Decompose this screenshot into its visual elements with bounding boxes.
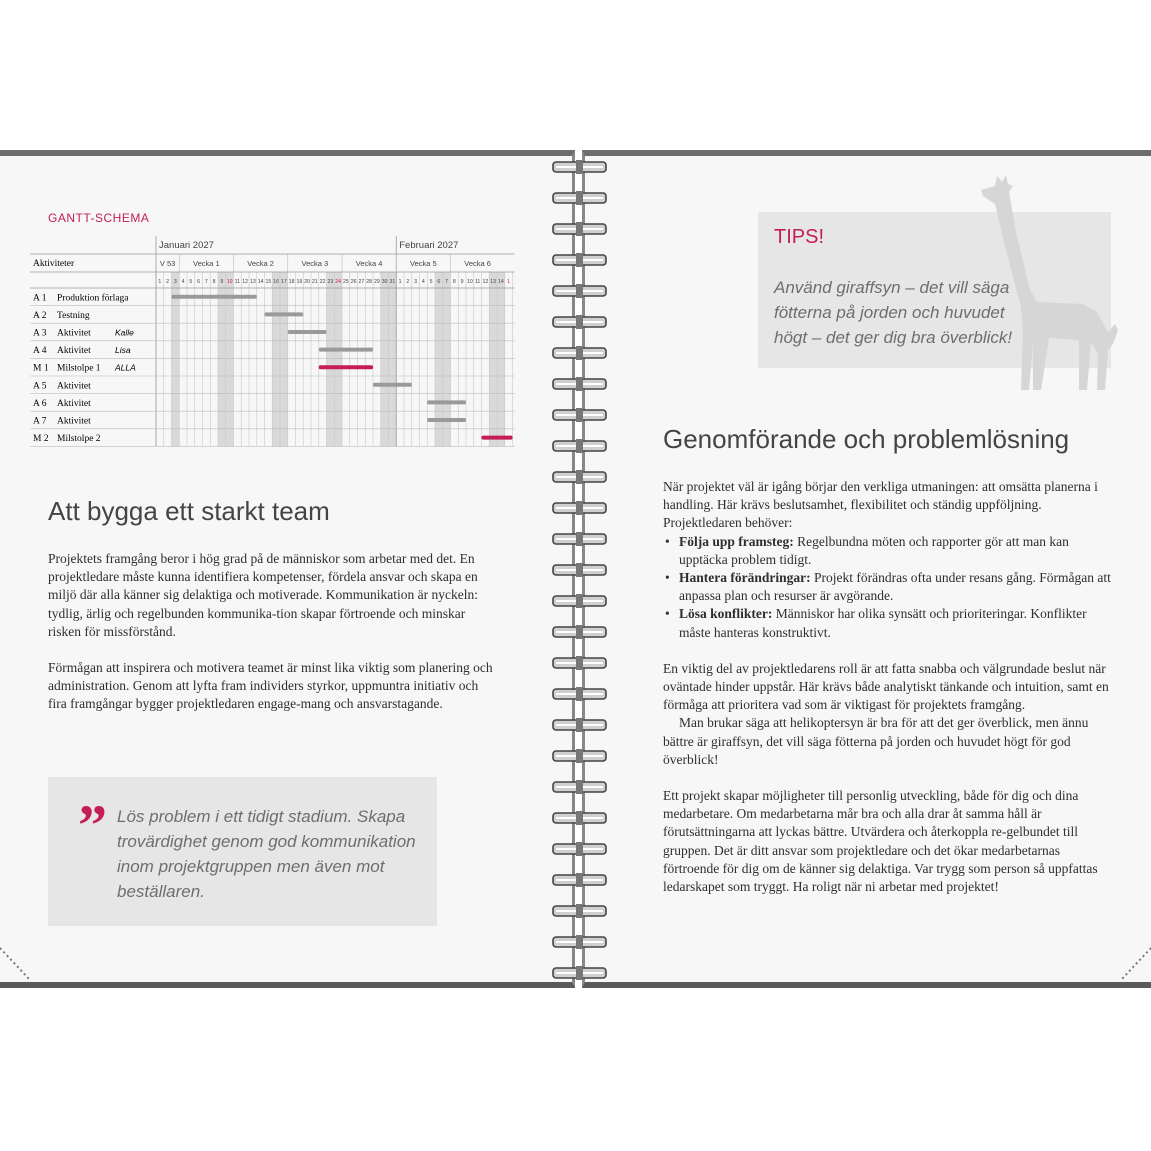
day-number: 7	[445, 279, 449, 285]
day-number: 9	[460, 279, 464, 285]
binding-ring	[552, 811, 607, 825]
binding-ring	[552, 315, 607, 329]
list-item	[663, 569, 1113, 605]
day-number: 14	[257, 279, 264, 285]
gantt-title: GANTT-SCHEMA	[48, 211, 150, 225]
activity-code: A 5	[33, 381, 47, 392]
weekend-column	[272, 272, 280, 446]
day-number: 7	[204, 279, 208, 285]
day-number: 29	[373, 279, 380, 285]
gantt-bar	[319, 365, 373, 369]
binding-ring	[552, 749, 607, 763]
team-heading: Att bygga ett starkt team	[48, 496, 330, 526]
activity-name: Milstolpe 2	[57, 434, 101, 445]
day-number: 28	[366, 279, 373, 285]
day-number: 24	[335, 279, 342, 285]
execution-paragraph-3: Man brukar säga att helikoptersyn är bra för att det ger överblick, men ännu bättre är giraffsyn, det vill säga fötterna på jorden och huvudet högt för god överblick!	[663, 715, 1089, 767]
gantt-bar	[288, 330, 327, 334]
gantt-bar	[319, 348, 373, 352]
bullet-text: Regelbundna möten och rapporter gör att man kan upptäcka problem tidigt.	[679, 533, 1069, 567]
activity-name: Aktivitet	[57, 346, 91, 357]
binding-ring	[552, 625, 607, 639]
gantt-bar	[482, 436, 513, 440]
execution-bullet-list	[663, 533, 1113, 642]
activity-name: Testning	[57, 310, 90, 321]
weekend-column	[389, 272, 397, 446]
binding-ring	[552, 687, 607, 701]
binding-ring	[552, 966, 607, 980]
day-number: 8	[212, 279, 216, 285]
day-number: 2	[406, 279, 410, 285]
week-label: V 53	[159, 259, 176, 268]
team-paragraph-2: Förmågan att inspirera och motivera teamet är minst lika viktig som planering och administration. Genom att lyfta fram individers styrkor, uppmuntra initiativ och fira framgångar bygger projektledaren engage-mang och ansvarstagande.	[48, 660, 493, 712]
bullet-term: Lösa konflikter:	[679, 606, 773, 622]
activity-code: A 2	[33, 310, 47, 321]
day-number: 13	[249, 279, 256, 285]
right-corner-mark	[1111, 940, 1151, 988]
activity-person: ALLA	[115, 362, 136, 373]
activity-name: Aktivitet	[57, 416, 91, 427]
binding-ring	[552, 439, 607, 453]
day-number: 26	[350, 279, 357, 285]
quote-text: Lös problem i ett tidigt stadium. Skapa trovärdighet genom god kommunikation inom projektgruppen men även mot beställaren.	[117, 807, 416, 901]
day-number: 3	[414, 279, 418, 285]
execution-text	[663, 478, 1113, 896]
weekend-column	[489, 272, 497, 446]
binding-ring	[552, 842, 607, 856]
activity-person: Lisa	[115, 345, 131, 356]
day-number: 5	[429, 279, 433, 285]
day-number: 8	[452, 279, 456, 285]
execution-paragraph-4: Ett projekt skapar möjligheter till personlig utveckling, både för dig och dina medarbetare. Om medarbetarna mår bra och alla drar åt samma håll är förutsättningarna att lyckas bättre. Utvärdera och återkoppla re-gelbundet till gruppen. Det är ditt ansvar som projektledare och det ökar medarbetarnas förtroende för dig om de känner sig delaktiga. Var trygg som person så uppfattas ledarskapet som tryggt. Ha roligt när ni arbetar med projektet!	[663, 788, 1098, 895]
day-number: 22	[319, 279, 326, 285]
day-number: 17	[280, 279, 287, 285]
binding-ring	[552, 594, 607, 608]
day-number: 12	[242, 279, 249, 285]
day-number: 6	[437, 279, 441, 285]
day-number: 16	[273, 279, 280, 285]
day-number: 30	[381, 279, 388, 285]
day-number: 25	[342, 279, 349, 285]
day-number: 21	[311, 279, 318, 285]
binding-ring	[552, 222, 607, 236]
weekend-column	[497, 272, 505, 446]
week-label: Vecka 3	[301, 259, 329, 268]
weekend-column	[280, 272, 288, 446]
binding-ring	[552, 377, 607, 391]
day-number: 15	[265, 279, 272, 285]
activity-name: Aktivitet	[57, 381, 91, 392]
gantt-chart	[30, 234, 520, 460]
gantt-bar	[427, 418, 466, 422]
activity-code: A 1	[33, 293, 47, 304]
execution-intro: När projektet väl är igång börjar den verkliga utmaningen: att omsätta planerna i handling. Här krävs beslutsamhet, flexibilitet och ständig uppföljning. Projektledaren behöver:	[663, 479, 1098, 531]
day-number: 14	[497, 279, 504, 285]
day-number: 5	[189, 279, 193, 285]
quote-mark-icon: ”	[78, 793, 101, 858]
week-label: Vecka 2	[247, 259, 274, 268]
day-number: 10	[226, 279, 233, 285]
day-number: 23	[327, 279, 334, 285]
day-number: 20	[304, 279, 311, 285]
activities-header: Aktiviteter	[33, 259, 75, 269]
execution-paragraph-2: En viktig del av projektledarens roll är att fatta snabba och välgrundade beslut när oväntade hinder uppstår. Här krävs både analytiskt tänkande och intuition, samt en förmåga att prioritera vad som är viktigast för projektets framgång.	[663, 660, 1109, 713]
day-number: 6	[197, 279, 201, 285]
day-number: 19	[296, 279, 303, 285]
binding-ring	[552, 873, 607, 887]
list-item	[663, 533, 1113, 569]
gantt-bar	[172, 295, 257, 299]
list-item	[663, 605, 1113, 641]
weekend-column	[334, 272, 342, 446]
day-number: 31	[389, 279, 396, 285]
day-number: 10	[466, 279, 473, 285]
tips-title: TIPS!	[774, 226, 825, 248]
day-number: 4	[421, 279, 425, 285]
day-number: 27	[358, 279, 365, 285]
activity-name: Aktivitet	[57, 328, 91, 339]
binding-ring	[552, 563, 607, 577]
day-number: 11	[474, 279, 481, 285]
week-label: Vecka 6	[464, 259, 491, 268]
binding-ring	[552, 532, 607, 546]
day-number: 3	[173, 279, 177, 285]
binding-ring	[552, 253, 607, 267]
day-number: 1	[158, 279, 162, 285]
activity-name: Aktivitet	[57, 398, 91, 409]
binding-ring	[552, 780, 607, 794]
activity-code: M 2	[33, 434, 49, 445]
binding-ring	[552, 284, 607, 298]
activity-name: Milstolpe 1	[57, 363, 101, 374]
gantt-bar	[373, 383, 412, 387]
binding-ring	[552, 718, 607, 732]
team-text	[48, 550, 493, 714]
execution-heading: Genomförande och problemlösning	[663, 424, 1070, 454]
binding-ring	[552, 346, 607, 360]
binding-ring	[552, 408, 607, 422]
binding-ring	[552, 656, 607, 670]
weekend-column	[381, 272, 389, 446]
activity-person: Kalle	[115, 327, 134, 338]
binding-ring	[552, 904, 607, 918]
day-number: 12	[482, 279, 489, 285]
binding-ring	[552, 501, 607, 515]
week-label: Vecka 1	[193, 259, 220, 268]
tips-text: Använd giraffsyn – det vill säga fötterna på jorden och huvudet högt – det ger dig bra överblick!	[774, 278, 1013, 347]
activity-code: A 3	[33, 328, 47, 339]
binding-ring	[552, 191, 607, 205]
activity-code: M 1	[33, 363, 49, 374]
gantt-bar	[265, 312, 304, 316]
day-number: 11	[234, 279, 241, 285]
week-label: Vecka 5	[410, 259, 437, 268]
bullet-term: Följa upp framsteg:	[679, 533, 794, 549]
day-number: 4	[181, 279, 185, 285]
gantt-bar	[427, 400, 466, 404]
month-label: Januari 2027	[159, 240, 214, 251]
day-number: 1	[507, 279, 511, 285]
day-number: 13	[490, 279, 497, 285]
bullet-text: Projekt förändras ofta under resans gång. Förmågan att anpassa plan och resurser är avgörande.	[679, 570, 1111, 604]
day-number: 18	[288, 279, 295, 285]
binding-ring	[552, 935, 607, 949]
team-paragraph-1: Projektets framgång beror i hög grad på de människor som arbetar med det. En projektledare måste kunna identifiera kompetenser, fördela ansvar och skapa en miljö där alla känner sig delaktiga och motiverade. Kommunikation är nyckeln: tydlig, ärlig och regelbunden kommunika-tion skapar förtroende och minskar risken för missförstånd.	[48, 551, 478, 639]
activity-code: A 4	[33, 346, 47, 357]
weekend-column	[327, 272, 335, 446]
day-number: 9	[220, 279, 224, 285]
activity-code: A 7	[33, 416, 47, 427]
bullet-text: Människor har olika synsätt och prioriteringar. Konflikter måste hanteras konstruktivt.	[679, 606, 1087, 640]
month-label: Februari 2027	[399, 240, 459, 251]
day-number: 1	[398, 279, 402, 285]
activity-code: A 6	[33, 398, 47, 409]
activity-name: Produktion förlaga	[57, 293, 129, 304]
day-number: 2	[166, 279, 170, 285]
week-label: Vecka 4	[355, 259, 383, 268]
left-corner-mark	[0, 940, 40, 988]
bullet-term: Hantera förändringar:	[679, 570, 811, 586]
binding-ring	[552, 470, 607, 484]
binding-ring	[552, 160, 607, 174]
